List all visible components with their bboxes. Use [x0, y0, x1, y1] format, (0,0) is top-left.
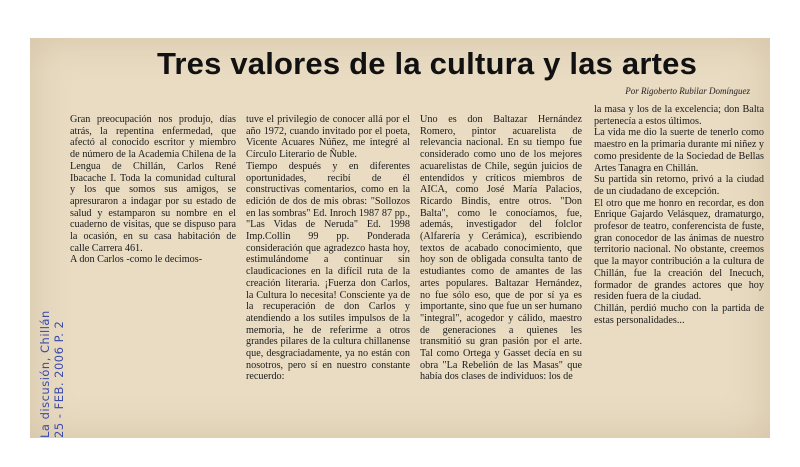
- annotation-source: La discusión, Chillán: [38, 310, 52, 438]
- paragraph: tuve el privilegio de conocer allá por el año 1972, cuando invitado por el poeta, Vicente Acuares Núñez, me integré al Círculo Literario de Ñuble.: [246, 114, 410, 161]
- article-column-4: [594, 104, 764, 326]
- paragraph: A don Carlos -como le decimos-: [70, 254, 203, 266]
- article-column-2: [246, 114, 410, 383]
- paragraph: El otro que me honro en recordar, es don Enrique Gajardo Velásquez, dramaturgo, profesor de teatro, conferencista de fuste, gran conocedor de las ánimas de nuestro territorio nacional. No obstante, creemos que la mayor contribución a la cultura de Chillán, fue la creación del Inecuch, formador de grandes actores que hoy residen fuera de la ciudad.: [594, 197, 764, 303]
- article-column-1: [70, 114, 236, 266]
- handwritten-annotation: [38, 78, 66, 438]
- article-column-3: [420, 114, 582, 383]
- paragraph: Chillán, perdió mucho con la partida de estas personalidades...: [594, 302, 764, 326]
- annotation-date: 25 - FEB. 2006 P. 2: [52, 320, 66, 438]
- article-byline: Por Rigoberto Rubilar Domínguez: [625, 86, 750, 96]
- newspaper-clipping: [30, 38, 770, 438]
- paragraph: Tiempo después y en diferentes oportunidades, recibí de él constructivas comentarios, como en la edición de dos de mis obras: "Sollozos en las sombras" Ed. Inroch 1987 87 pp., "Las Vidas de Neruda" Ed. 1998 Imp.Collin 99 pp. Ponderada consideración que agradezco hasta hoy, estimulándome a continuar sin claudicaciones en la difícil ruta de la creación literaria. ¡Fuerza don Carlos, la Cultura lo necesita! Consciente ya de la recuperación de don Carlos y atendiendo a los sutiles impulsos de la memoria, he de referirme a otros grandes pilares de la cultura chillanense que, desgraciadamente, ya no están con nosotros, pero sí en nuestro constante recuerdo:: [246, 160, 410, 383]
- paragraph: Uno es don Baltazar Hernández Romero, pintor acuarelista de relevancia nacional. En su tiempo fue considerado como uno de los mejores acuarelistas de Chile, según juicios de entendidos y críticos miembros de AICA, como José María Palacios, Ricardo Bindis, entre otros. "Don Balta", como le conocíamos, fue, además, investigador del folclor (Alfarería y Cerámica), escribiendo textos de acabado conocimiento, que hoy son de obligada consulta tanto de estudiantes como de amantes de las artes populares. Baltazar Hernández, no fue sólo eso, que de por sí ya es importante, sino que fue un ser humano "integral", acogedor y cálido, maestro de generaciones a quienes les transmitió su gran pasión por el arte. Tal como Ortega y Gasset decía en su obra "La Rebelión de las Masas" que había dos clases de individuos: los de: [420, 114, 582, 383]
- paragraph: Gran preocupación nos produjo, días atrás, la repentina enfermedad, que afectó al conocido escritor y miembro de número de la Academia Chilena de la Lengua de Chillán, Carlos René Ibacache I. Toda la comunidad cultural y los que somos sus amigos, se apresuraron a indagar por su estado de salud y estamparon su nombre en el cuaderno de visitas, que se dispuso para la ocasión, en su casa habitación de calle Carrera 461.: [70, 114, 236, 254]
- article-title: Tres valores de la cultura y las artes: [156, 46, 698, 81]
- paragraph: la masa y los de la excelencia; don Balta pertenecía a estos últimos.: [594, 104, 764, 127]
- paragraph: La vida me dio la suerte de tenerlo como maestro en la primaria durante mi niñez y como presidente de la Sociedad de Bellas Artes Tanagra en Chillán.: [594, 127, 765, 174]
- paragraph: Su partida sin retorno, privó a la ciudad de un ciudadano de excepción.: [594, 174, 764, 197]
